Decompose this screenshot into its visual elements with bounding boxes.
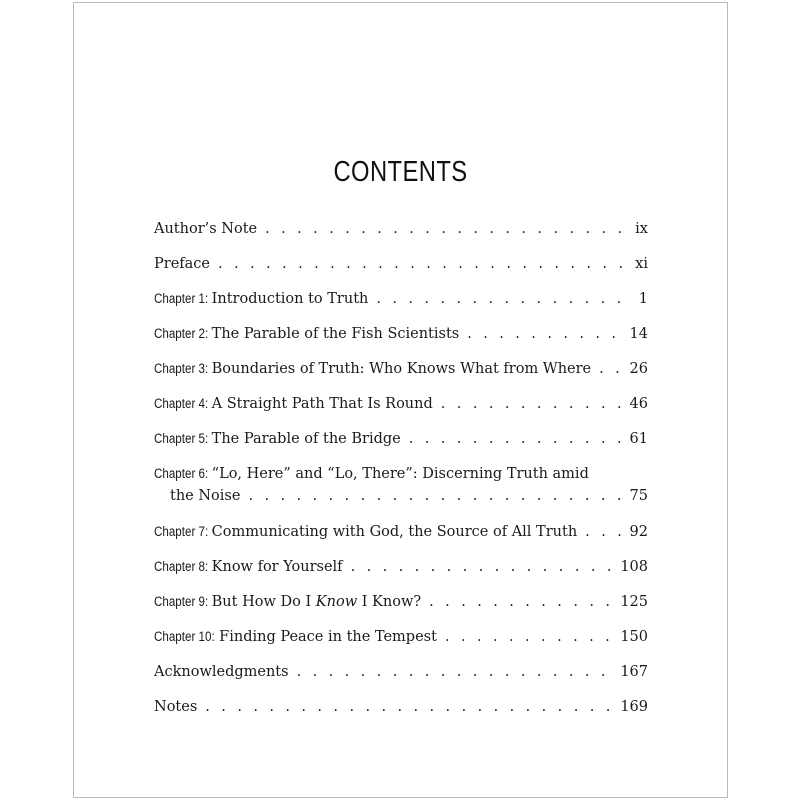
- chapter-prefix: Chapter 4:: [154, 396, 209, 411]
- toc-entry-chapter-6: [154, 466, 648, 512]
- chapter-prefix: Chapter 6:: [154, 466, 209, 481]
- toc-entry-title: Author’s Note: [154, 221, 258, 237]
- toc-entry-label: [154, 431, 401, 447]
- toc-entry-chapter-3: [154, 361, 648, 385]
- chapter-prefix: Chapter 7:: [154, 524, 209, 539]
- toc-entry-acknowledgments: [154, 664, 648, 688]
- toc-entry-notes: [154, 699, 648, 723]
- dot-leader: [441, 396, 624, 412]
- toc-entry-page: 26: [629, 361, 648, 377]
- chapter-prefix: Chapter 3:: [154, 361, 209, 376]
- toc-entry-chapter-2: [154, 326, 648, 350]
- chapter-prefix: Chapter 5:: [154, 431, 209, 446]
- chapter-prefix: Chapter 9:: [154, 594, 209, 609]
- chapter-prefix: Chapter 8:: [154, 559, 209, 574]
- dot-leader: [599, 361, 623, 377]
- toc-entry-title: Notes: [154, 699, 198, 715]
- toc-entry-page: xi: [635, 256, 648, 272]
- toc-entry-page: 108: [620, 559, 648, 575]
- toc-entry-label: [154, 559, 343, 575]
- toc-entry-page: 1: [638, 291, 648, 307]
- toc-entry-page: 14: [629, 326, 648, 342]
- toc-entry-label: [154, 396, 433, 412]
- book-page: [73, 2, 728, 798]
- chapter-prefix: Chapter 1:: [154, 291, 209, 306]
- toc-entry-title: Introduction to Truth: [211, 291, 369, 307]
- toc-entry-page: 75: [629, 488, 648, 504]
- toc-entry-title: Finding Peace in the Tempest: [219, 629, 437, 645]
- toc-entry-chapter-8: [154, 559, 648, 583]
- toc-entry-label: [154, 291, 368, 307]
- toc-entry-title-emphasis: Know: [315, 594, 358, 610]
- toc-entry-line-2: [170, 488, 648, 504]
- toc-entry-page: 167: [620, 664, 648, 680]
- toc-entry-page: 150: [620, 629, 648, 645]
- toc-entry-authors-note: [154, 221, 648, 245]
- chapter-prefix: Chapter 10:: [154, 629, 215, 644]
- toc-entry-chapter-9: [154, 594, 648, 618]
- toc-entry-title: Preface: [154, 256, 210, 272]
- toc-entry-line-1: [154, 466, 589, 482]
- toc-entry-chapter-10: [154, 629, 648, 653]
- toc-entry-chapter-1: [154, 291, 648, 315]
- toc-entry-page: 125: [620, 594, 648, 610]
- toc-entry-title-end: I Know?: [357, 594, 422, 610]
- toc-entry-label: [154, 629, 437, 645]
- toc-entry-chapter-4: [154, 396, 648, 420]
- toc-entry-preface: [154, 256, 648, 280]
- toc-entry-label: [154, 326, 459, 342]
- toc-entry-page: 169: [620, 699, 648, 715]
- dot-leader: [265, 221, 629, 237]
- toc-entry-label: [154, 594, 421, 610]
- dot-leader: [205, 699, 614, 715]
- toc-entry-title-start: But How Do I: [211, 594, 316, 610]
- toc-entry-title: “Lo, Here” and “Lo, There”: Discerning Truth amid: [211, 466, 589, 482]
- toc-entry-title: The Parable of the Fish Scientists: [211, 326, 460, 342]
- dot-leader: [218, 256, 629, 272]
- toc-entry-title-continued: the Noise: [170, 488, 241, 504]
- toc-entry-title: Boundaries of Truth: Who Knows What from Where: [211, 361, 592, 377]
- toc-entry-chapter-7: [154, 524, 648, 548]
- toc-entry-page: 46: [629, 396, 648, 412]
- toc-entry-page: 92: [629, 524, 648, 540]
- dot-leader: [376, 291, 632, 307]
- page-title: CONTENTS: [333, 156, 468, 188]
- toc-entry-label: [154, 524, 577, 540]
- toc-entry-page: 61: [629, 431, 648, 447]
- dot-leader: [297, 664, 615, 680]
- dot-leader: [351, 559, 615, 575]
- toc-entry-label: [154, 361, 591, 377]
- toc-entry-title: A Straight Path That Is Round: [211, 396, 433, 412]
- toc-entry-title: The Parable of the Bridge: [211, 431, 401, 447]
- toc-entry-chapter-5: [154, 431, 648, 455]
- toc-entry-page: ix: [635, 221, 648, 237]
- dot-leader: [248, 488, 623, 504]
- toc-entry-title: Acknowledgments: [154, 664, 289, 680]
- dot-leader: [585, 524, 623, 540]
- chapter-prefix: Chapter 2:: [154, 326, 209, 341]
- dot-leader: [467, 326, 623, 342]
- toc-entry-title: Know for Yourself: [211, 559, 343, 575]
- dot-leader: [429, 594, 614, 610]
- toc-entry-title: Communicating with God, the Source of All Truth: [211, 524, 578, 540]
- dot-leader: [445, 629, 614, 645]
- dot-leader: [409, 431, 624, 447]
